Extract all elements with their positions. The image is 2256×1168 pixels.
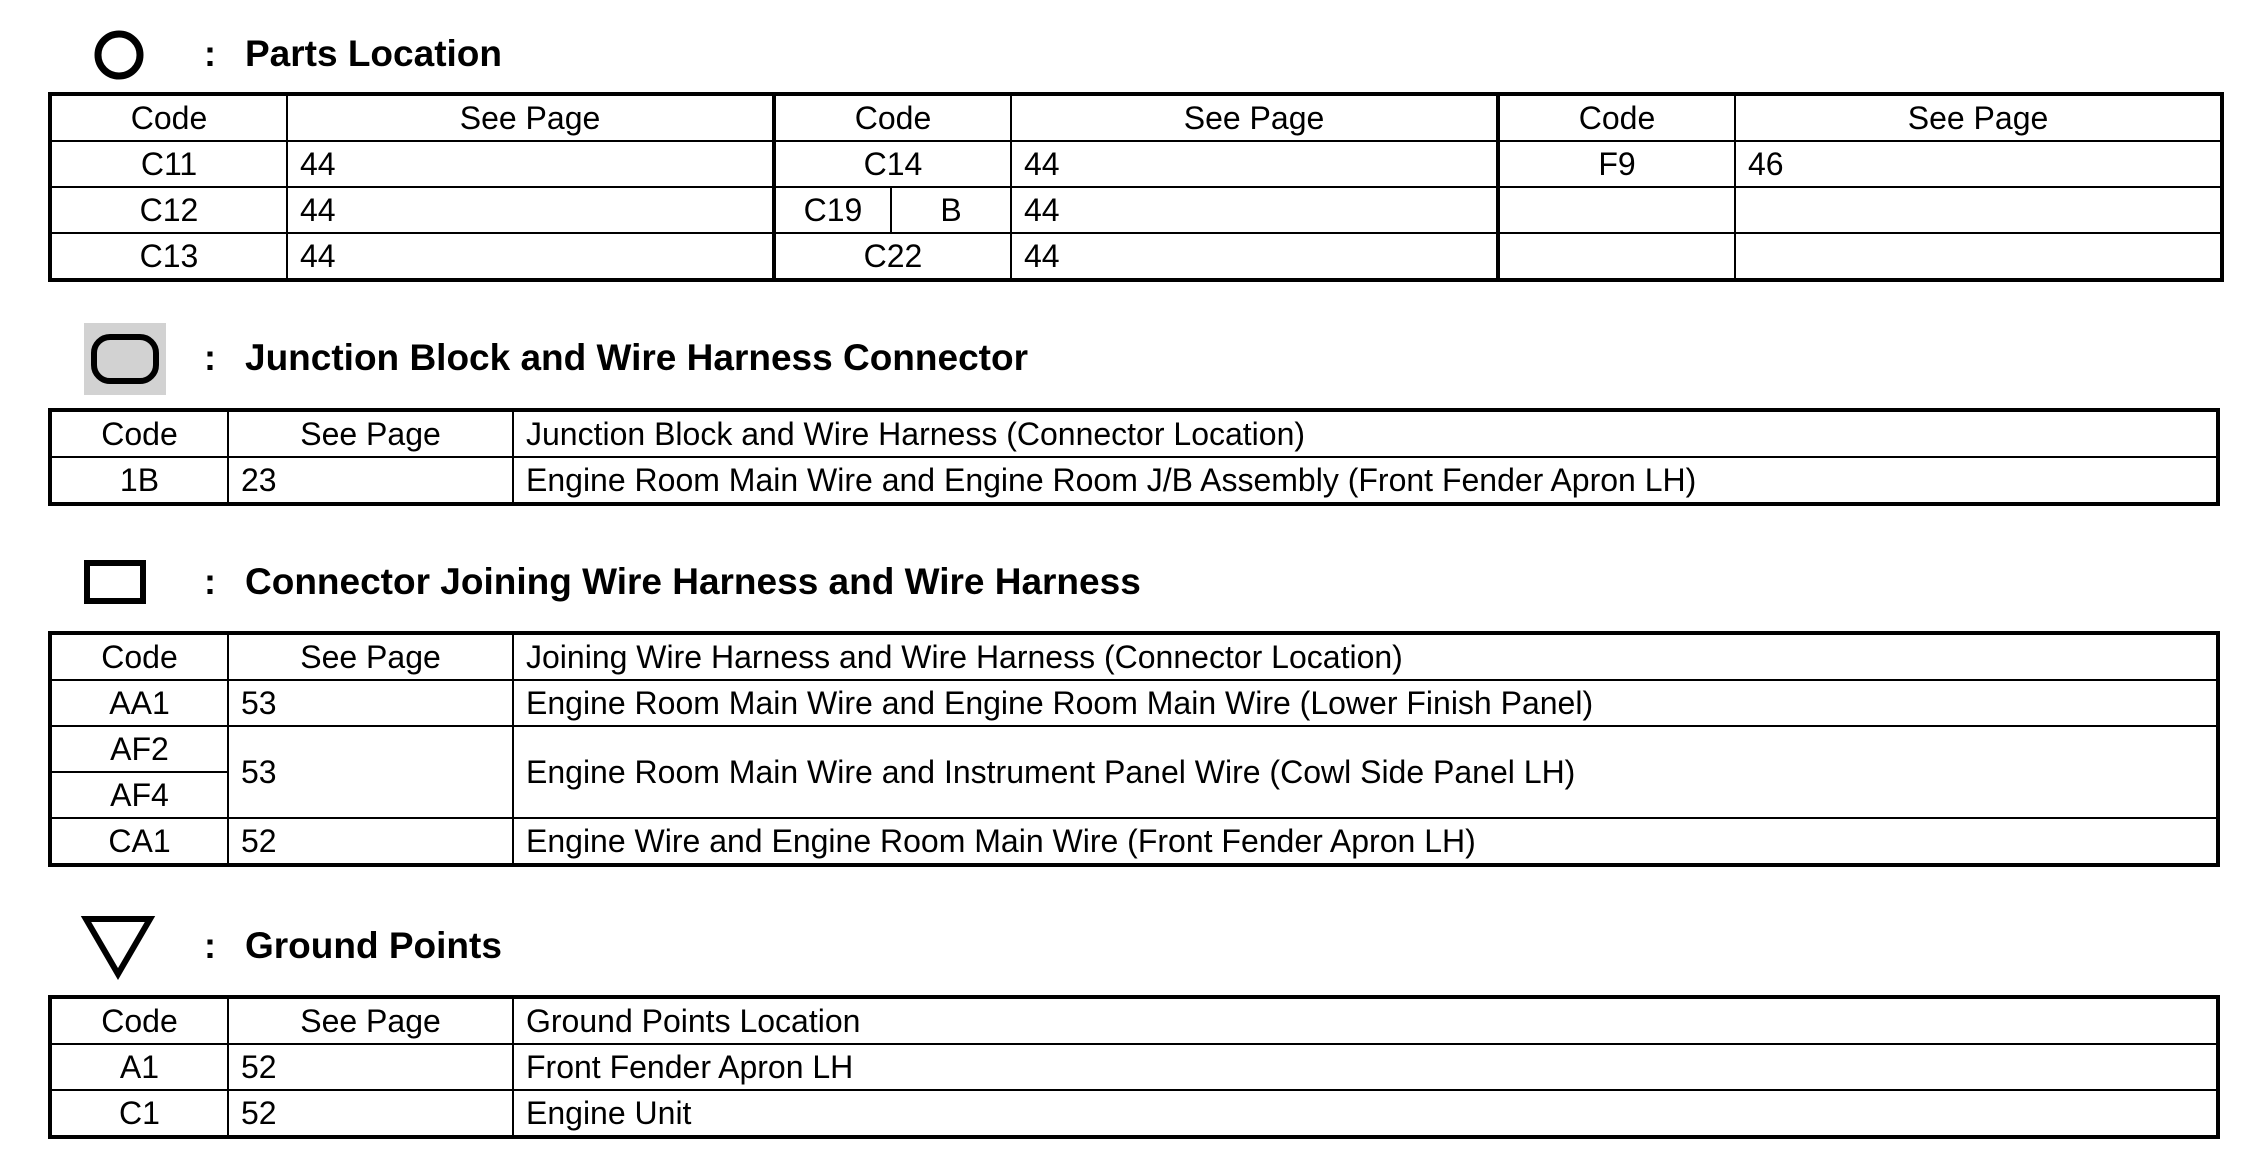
- junction-block-heading: [80, 318, 2180, 398]
- table-row: [50, 818, 2218, 865]
- connector-joining-table: [48, 631, 2220, 867]
- page-cell: 53: [228, 680, 513, 726]
- column-header: Code: [774, 94, 1011, 141]
- column-header: Ground Points Location: [513, 997, 2218, 1044]
- connector-joining-heading: [80, 542, 2180, 622]
- column-header: Junction Block and Wire Harness (Connector Location): [513, 410, 2218, 457]
- code-cell: C1: [50, 1090, 228, 1137]
- code-cell: C19: [774, 187, 891, 233]
- page-cell: 44: [287, 141, 774, 187]
- heading-colon: :: [204, 33, 216, 74]
- section-title: Connector Joining Wire Harness and Wire Harness: [245, 561, 1141, 602]
- ground-points-heading: [80, 906, 2180, 986]
- table-row: [50, 141, 2222, 187]
- ground-points-table: [48, 995, 2220, 1139]
- code-cell: C13: [50, 233, 287, 280]
- table-header-row: [50, 997, 2218, 1044]
- table-row: [50, 1044, 2218, 1090]
- code-cell: CA1: [50, 818, 228, 865]
- column-header: See Page: [228, 410, 513, 457]
- junction-block-table: [48, 408, 2220, 506]
- section-title: Parts Location: [245, 33, 502, 74]
- heading-colon: :: [204, 925, 216, 966]
- column-header: See Page: [287, 94, 774, 141]
- code-cell: AA1: [50, 680, 228, 726]
- table-row: [50, 1090, 2218, 1137]
- rectangle-icon: [84, 560, 146, 609]
- page-cell: 44: [1011, 187, 1498, 233]
- rounded-rectangle-icon: [84, 323, 166, 400]
- table-row: [50, 233, 2222, 280]
- code-cell: C12: [50, 187, 287, 233]
- description-cell: Engine Room Main Wire and Instrument Panel Wire (Cowl Side Panel LH): [513, 726, 2218, 818]
- column-header: Code: [50, 997, 228, 1044]
- table-row: [50, 457, 2218, 504]
- code-cell: AF2: [50, 726, 228, 772]
- table-row: [50, 726, 2218, 772]
- code-sub-cell: B: [891, 187, 1011, 233]
- page-cell: 46: [1735, 141, 2222, 187]
- section-title: Ground Points: [245, 925, 502, 966]
- code-cell: 1B: [50, 457, 228, 504]
- heading-colon: :: [204, 561, 216, 602]
- page-cell: 44: [287, 187, 774, 233]
- column-header: See Page: [1011, 94, 1498, 141]
- table-row: [50, 187, 2222, 233]
- column-header: Code: [50, 94, 287, 141]
- section-title: Junction Block and Wire Harness Connector: [245, 337, 1028, 378]
- table-header-row: [50, 633, 2218, 680]
- description-cell: Front Fender Apron LH: [513, 1044, 2218, 1090]
- parts-location-heading: [80, 14, 2180, 94]
- page-cell: 52: [228, 1044, 513, 1090]
- circle-icon: [94, 30, 144, 85]
- heading-colon: :: [204, 337, 216, 378]
- table-header-row: [50, 94, 2222, 141]
- column-header: See Page: [228, 997, 513, 1044]
- page-cell: 53: [228, 726, 513, 818]
- code-cell: C22: [774, 233, 1011, 280]
- page-cell: 52: [228, 1090, 513, 1137]
- code-cell: AF4: [50, 772, 228, 818]
- column-header: Joining Wire Harness and Wire Harness (Connector Location): [513, 633, 2218, 680]
- column-header: See Page: [1735, 94, 2222, 141]
- column-header: Code: [1498, 94, 1735, 141]
- page-cell: 44: [287, 233, 774, 280]
- code-cell: [1498, 233, 1735, 280]
- description-cell: Engine Room Main Wire and Engine Room Main Wire (Lower Finish Panel): [513, 680, 2218, 726]
- code-cell: C14: [774, 141, 1011, 187]
- description-cell: Engine Wire and Engine Room Main Wire (Front Fender Apron LH): [513, 818, 2218, 865]
- code-cell: C11: [50, 141, 287, 187]
- table-row: [50, 680, 2218, 726]
- page-cell: 52: [228, 818, 513, 865]
- triangle-down-icon: [80, 914, 156, 985]
- table-header-row: [50, 410, 2218, 457]
- column-header: Code: [50, 633, 228, 680]
- parts-location-table: [48, 92, 2224, 282]
- page-cell: [1735, 233, 2222, 280]
- page-cell: 23: [228, 457, 513, 504]
- page-cell: 44: [1011, 233, 1498, 280]
- column-header: See Page: [228, 633, 513, 680]
- page-cell: [1735, 187, 2222, 233]
- code-cell: F9: [1498, 141, 1735, 187]
- column-header: Code: [50, 410, 228, 457]
- description-cell: Engine Room Main Wire and Engine Room J/B Assembly (Front Fender Apron LH): [513, 457, 2218, 504]
- code-cell: [1498, 187, 1735, 233]
- page-cell: 44: [1011, 141, 1498, 187]
- code-cell: A1: [50, 1044, 228, 1090]
- description-cell: Engine Unit: [513, 1090, 2218, 1137]
